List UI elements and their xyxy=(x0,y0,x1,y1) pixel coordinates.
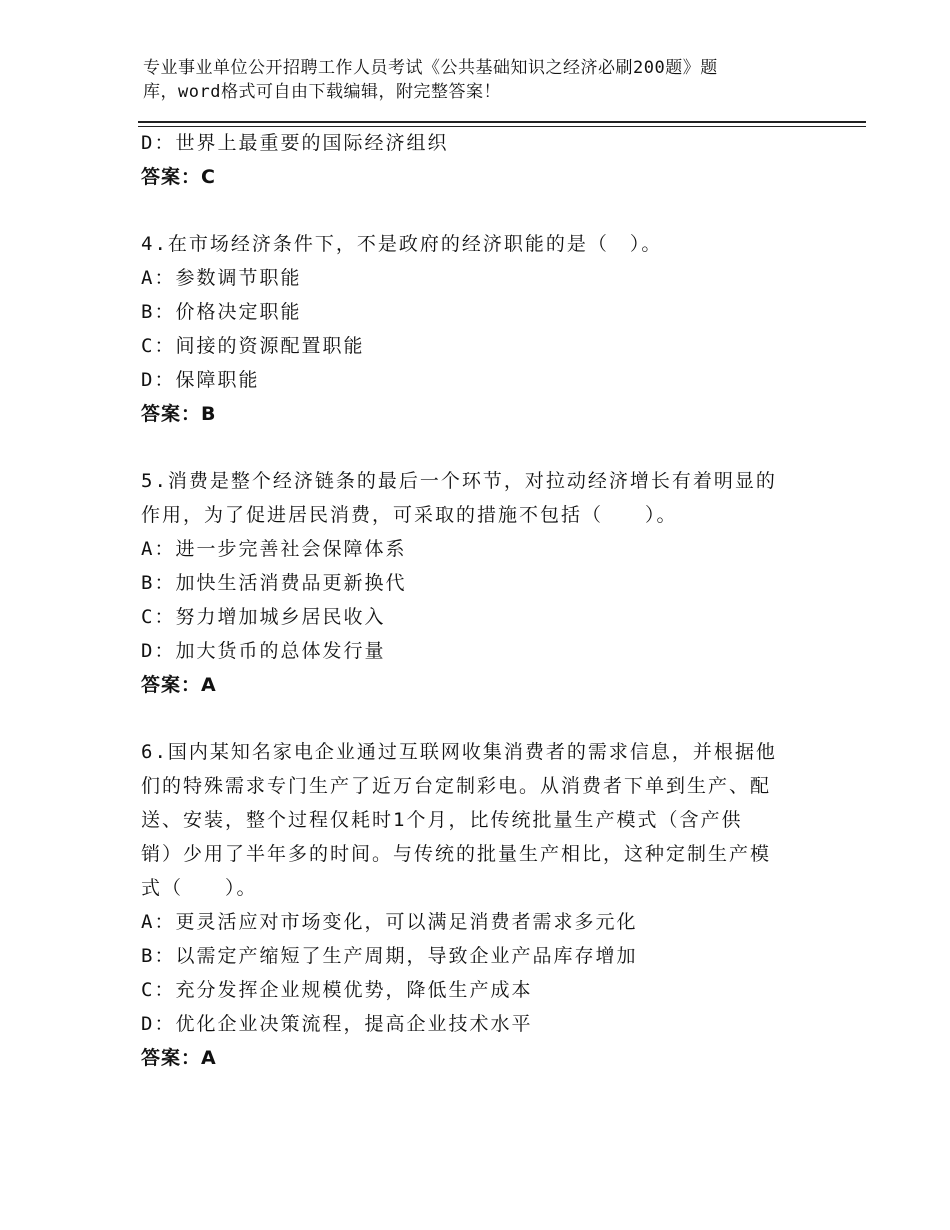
q6-answer-value: A xyxy=(201,1047,217,1069)
q5-answer-label: 答案： xyxy=(141,674,202,696)
q6-stem-line-3: 送、安装，整个过程仅耗时1个月，比传统批量生产模式（含产供 xyxy=(141,809,743,831)
q4-answer-value: B xyxy=(201,403,217,425)
q5-answer xyxy=(141,668,801,702)
q6-stem-line-1: 6.国内某知名家电企业通过互联网收集消费者的需求信息，并根据他 xyxy=(141,741,777,763)
q6-option-b: B：以需定产缩短了生产周期，导致企业产品库存增加 xyxy=(141,945,638,967)
document-body xyxy=(141,126,801,1075)
q4-answer-label: 答案： xyxy=(141,403,202,425)
q6-stem-line-4: 销）少用了半年多的时间。与传统的批量生产相比，这种定制生产模 xyxy=(141,843,772,865)
question-5 xyxy=(141,464,801,702)
q6-stem-line-2: 们的特殊需求专门生产了近万台定制彩电。从消费者下单到生产、配 xyxy=(141,775,772,797)
q6-option-a: A：更灵活应对市场变化，可以满足消费者需求多元化 xyxy=(141,911,638,933)
q6-answer-label: 答案： xyxy=(141,1047,202,1069)
q6-option-c: C：充分发挥企业规模优势，降低生产成本 xyxy=(141,979,533,1001)
q5-stem-line-2: 作用，为了促进居民消费，可采取的措施不包括（ ）。 xyxy=(141,504,678,526)
question-4 xyxy=(141,227,801,431)
q3-answer xyxy=(141,160,801,194)
q6-stem-line-5: 式（ ）。 xyxy=(141,877,258,899)
q4-option-a: A：参数调节职能 xyxy=(141,267,302,289)
header-rule-thick xyxy=(138,121,866,123)
q5-stem-line-1: 5.消费是整个经济链条的最后一个环节，对拉动经济增长有着明显的 xyxy=(141,470,777,492)
q6-option-d: D：优化企业决策流程，提高企业技术水平 xyxy=(141,1013,533,1035)
q3-option-d: D：世界上最重要的国际经济组织 xyxy=(141,132,449,154)
question-6 xyxy=(141,735,801,1075)
q4-option-c: C：间接的资源配置职能 xyxy=(141,335,365,357)
q5-option-c: C：努力增加城乡居民收入 xyxy=(141,606,386,628)
q5-option-a: A：进一步完善社会保障体系 xyxy=(141,538,407,560)
q4-answer xyxy=(141,397,801,431)
q4-stem-line: 4.在市场经济条件下，不是政府的经济职能的是（ ）。 xyxy=(141,233,663,255)
q3-answer-label: 答案： xyxy=(141,166,202,188)
header-line-1: 专业事业单位公开招聘工作人员考试《公共基础知识之经济必刷200题》题 xyxy=(143,58,718,78)
document-header xyxy=(143,56,783,104)
q6-answer xyxy=(141,1041,801,1075)
q4-option-d: D：保障职能 xyxy=(141,369,260,391)
q3-answer-value: C xyxy=(201,166,216,188)
q5-option-d: D：加大货币的总体发行量 xyxy=(141,640,386,662)
q4-option-b: B：价格决定职能 xyxy=(141,301,302,323)
q5-option-b: B：加快生活消费品更新换代 xyxy=(141,572,407,594)
header-line-2: 库，word格式可自由下载编辑，附完整答案！ xyxy=(143,82,501,102)
q5-answer-value: A xyxy=(201,674,217,696)
